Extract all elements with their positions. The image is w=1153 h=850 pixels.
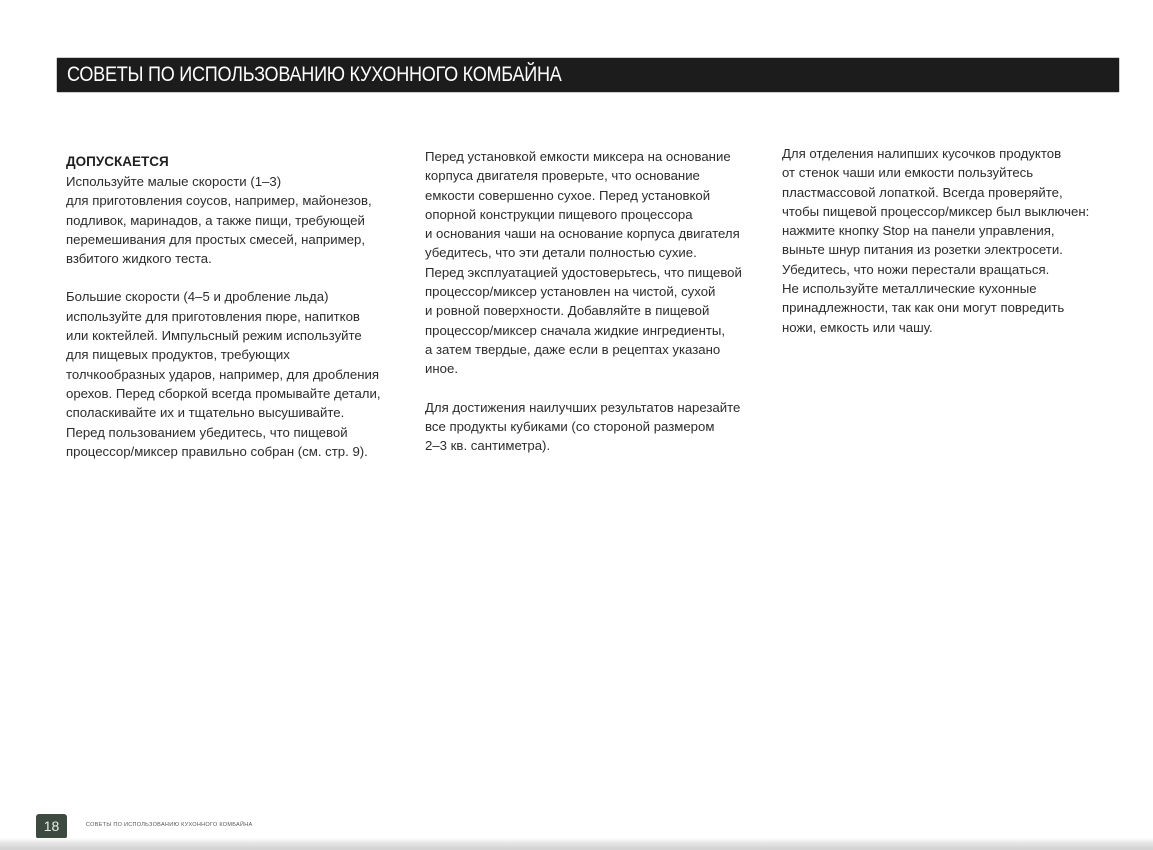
page-edge-shadow bbox=[0, 838, 1153, 850]
text-line: Большие скорости (4–5 и дробление льда) bbox=[66, 289, 329, 305]
text-line: Перед установкой емкости миксера на основание bbox=[425, 149, 731, 164]
page-number: 18 bbox=[36, 814, 67, 839]
text-line: Перед пользованием убедитесь, что пищевой bbox=[66, 424, 348, 440]
text-line: опорной конструкции пищевого процессора bbox=[425, 206, 693, 222]
text-line: все продукты кубиками (со стороной размером bbox=[425, 418, 715, 434]
text-line: Для отделения налипших кусочков продуктов bbox=[782, 146, 1062, 161]
text-line: процессор/миксер сначала жидкие ингредиенты, bbox=[425, 322, 726, 338]
text-line: для пищевых продуктов, требующих bbox=[66, 347, 290, 363]
text-line: Для достижения наилучших результатов нарезайте bbox=[425, 399, 741, 415]
text-line: взбитого жидкого теста. bbox=[66, 251, 212, 267]
setup-paragraph bbox=[425, 147, 770, 379]
text-line: а затем твердые, даже если в рецептах указано bbox=[425, 341, 721, 357]
middle-column bbox=[425, 147, 770, 455]
text-line: иное. bbox=[425, 361, 458, 377]
text-line: чтобы пищевой процессор/миксер был выключен: bbox=[782, 203, 1090, 219]
text-line: перемешивания для простых смесей, например, bbox=[66, 231, 365, 247]
text-line: подливок, маринадов, а также пищи, требующей bbox=[66, 212, 365, 228]
text-line: Используйте малые скорости (1–3) bbox=[66, 174, 282, 189]
text-line: используйте для приготовления пюре, напитков bbox=[66, 308, 360, 324]
cutting-paragraph bbox=[425, 398, 770, 456]
text-line: принадлежности, так как они могут повредить bbox=[782, 300, 1065, 316]
text-line: ножи, емкость или чашу. bbox=[782, 319, 933, 335]
text-line: 2–3 кв. сантиметра). bbox=[425, 438, 551, 454]
safety-paragraph bbox=[782, 144, 1127, 337]
text-line: выньте шнур питания из розетки электросети. bbox=[782, 242, 1063, 258]
text-line: Убедитесь, что ножи перестали вращаться. bbox=[782, 261, 1050, 277]
text-line: нажмите кнопку Stop на панели управления, bbox=[782, 223, 1055, 239]
text-line: Перед эксплуатацией удостоверьтесь, что пищевой bbox=[425, 264, 742, 280]
section-title-bar bbox=[57, 58, 1119, 92]
text-line: толчкообразных ударов, например, для дробления bbox=[66, 366, 379, 382]
text-line: от стенок чаши или емкости пользуйтесь bbox=[782, 165, 1034, 181]
left-column bbox=[66, 152, 411, 461]
right-column bbox=[782, 144, 1127, 337]
text-line: и основания чаши на основание корпуса двигателя bbox=[425, 226, 740, 242]
text-line: споласкивайте их и тщательно высушивайте. bbox=[66, 405, 345, 421]
section-title: СОВЕТЫ ПО ИСПОЛЬЗОВАНИЮ КУХОННОГО КОМБАЙНА bbox=[67, 63, 562, 86]
text-line: или коктейлей. Импульсный режим используйте bbox=[66, 328, 362, 344]
text-line: емкости совершенно сухое. Перед установкой bbox=[425, 187, 711, 203]
allowed-heading: ДОПУСКАЕТСЯ bbox=[66, 154, 169, 169]
text-line: орехов. Перед сборкой всегда промывайте детали, bbox=[66, 385, 381, 401]
text-line: для приготовления соусов, например, майонезов, bbox=[66, 193, 372, 209]
low-speed-paragraph bbox=[66, 172, 411, 268]
paragraph-spacer bbox=[425, 379, 770, 398]
text-line: процессор/миксер установлен на чистой, сухой bbox=[425, 284, 716, 300]
high-speed-paragraph bbox=[66, 287, 411, 461]
text-line: корпуса двигателя проверьте, что основание bbox=[425, 168, 700, 184]
running-footer-title: СОВЕТЫ ПО ИСПОЛЬЗОВАНИЮ КУХОННОГО КОМБАЙНА bbox=[86, 822, 253, 828]
text-line: убедитесь, что эти детали полностью сухие. bbox=[425, 245, 697, 261]
text-line: процессор/миксер правильно собран (см. стр. 9). bbox=[66, 443, 368, 459]
paragraph-spacer bbox=[66, 268, 411, 287]
text-line: и ровной поверхности. Добавляйте в пищевой bbox=[425, 303, 710, 319]
text-line: Не используйте металлические кухонные bbox=[782, 281, 1037, 297]
text-line: пластмассовой лопаткой. Всегда проверяйте, bbox=[782, 184, 1063, 200]
